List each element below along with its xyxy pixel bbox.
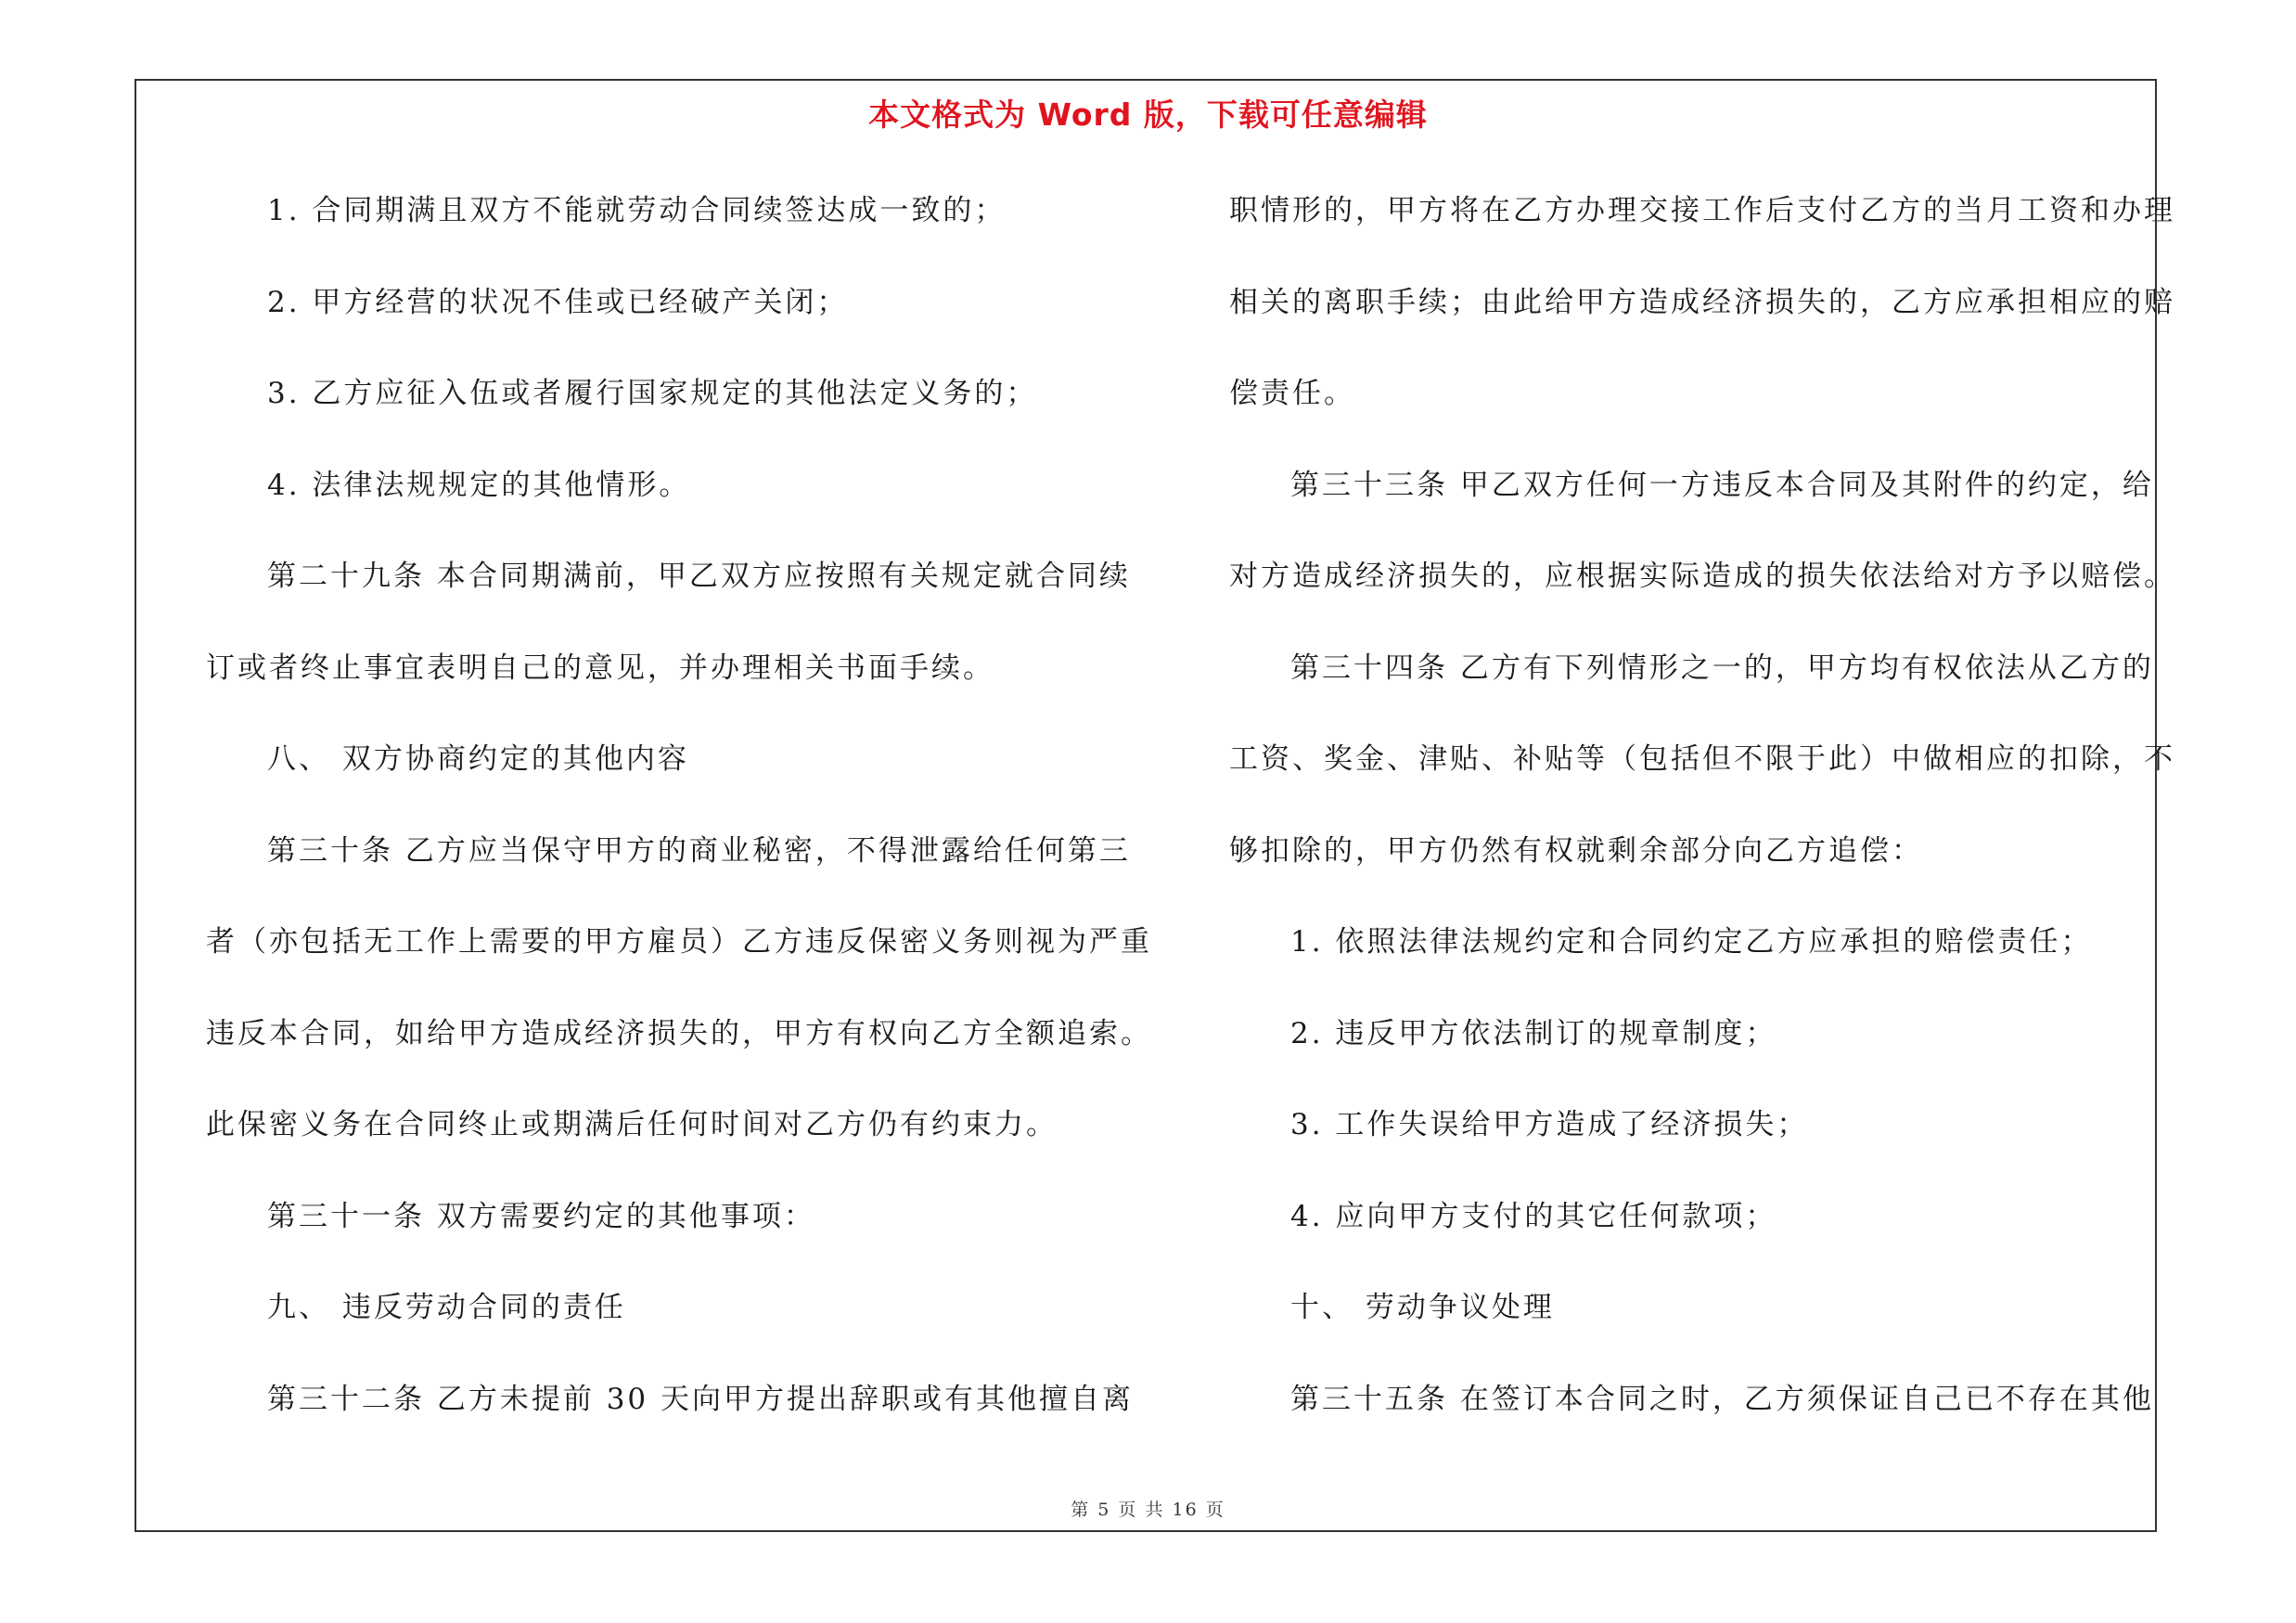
- paragraph-line: 相关的离职手续；由此给甲方造成经济损失的，乙方应承担相应的赔: [1229, 285, 2175, 319]
- paragraph-line: 3. 乙方应征入伍或者履行国家规定的其他法定义务的；: [267, 377, 1038, 410]
- word-format-banner: 本文格式为 Word 版，下载可任意编辑: [868, 97, 1428, 133]
- paragraph-line: 对方造成经济损失的，应根据实际造成的损失依法给对方予以赔偿。: [1229, 560, 2175, 593]
- paragraph-line: 违反本合同，如给甲方造成经济损失的，甲方有权向乙方全额追索。: [206, 1016, 1152, 1050]
- paragraph-line: 第三十三条 甲乙双方任何一方违反本合同及其附件的约定，给: [1290, 468, 2154, 502]
- paragraph-line: 2. 甲方经营的状况不佳或已经破产关闭；: [267, 285, 849, 319]
- paragraph-line: 1. 合同期满且双方不能就劳动合同续签达成一致的；: [267, 194, 1007, 227]
- paragraph-line: 订或者终止事宜表明自己的意见，并办理相关书面手续。: [206, 650, 994, 685]
- paragraph-line: 十、 劳动争议处理: [1290, 1291, 1555, 1324]
- paragraph-line: 第三十二条 乙方未提前 30 天向甲方提出辞职或有其他擅自离: [267, 1382, 1135, 1416]
- paragraph-line: 此保密义务在合同终止或期满后任何时间对乙方仍有约束力。: [206, 1108, 1058, 1141]
- paragraph-line: 工资、奖金、津贴、补贴等（包括但不限于此）中做相应的扣除，不: [1229, 742, 2175, 776]
- paragraph-line: 4. 法律法规规定的其他情形。: [267, 468, 691, 502]
- paragraph-line: 4. 应向甲方支付的其它任何款项；: [1290, 1199, 1777, 1233]
- paragraph-line: 八、 双方协商约定的其他内容: [267, 742, 689, 776]
- paragraph-line: 1. 依照法律法规约定和合同约定乙方应承担的赔偿责任；: [1290, 925, 2093, 959]
- paragraph-line: 3. 工作失误给甲方造成了经济损失；: [1290, 1108, 1809, 1141]
- paragraph-line: 第二十九条 本合同期满前，甲乙双方应按照有关规定就合同续: [267, 560, 1131, 593]
- paragraph-line: 偿责任。: [1229, 377, 1355, 410]
- paragraph-line: 够扣除的，甲方仍然有权就剩余部分向乙方追偿：: [1229, 833, 1923, 868]
- paragraph-line: 职情形的，甲方将在乙方办理交接工作后支付乙方的当月工资和办理: [1229, 194, 2175, 227]
- page-number-footer: 第 5 页 共 16 页: [1071, 1500, 1225, 1520]
- paragraph-line: 第三十条 乙方应当保守甲方的商业秘密，不得泄露给任何第三: [267, 833, 1131, 868]
- paragraph-line: 第三十五条 在签订本合同之时，乙方须保证自己已不存在其他: [1290, 1382, 2154, 1416]
- paragraph-line: 第三十一条 双方需要约定的其他事项：: [267, 1199, 815, 1233]
- paragraph-line: 者（亦包括无工作上需要的甲方雇员）乙方违反保密义务则视为严重: [206, 925, 1152, 959]
- paragraph-line: 九、 违反劳动合同的责任: [267, 1291, 626, 1324]
- right-text-column: [1229, 186, 2185, 1465]
- paragraph-line: 2. 违反甲方依法制订的规章制度；: [1290, 1016, 1777, 1050]
- left-text-column: [206, 186, 1152, 1465]
- paragraph-line: 第三十四条 乙方有下列情形之一的，甲方均有权依法从乙方的: [1290, 650, 2154, 685]
